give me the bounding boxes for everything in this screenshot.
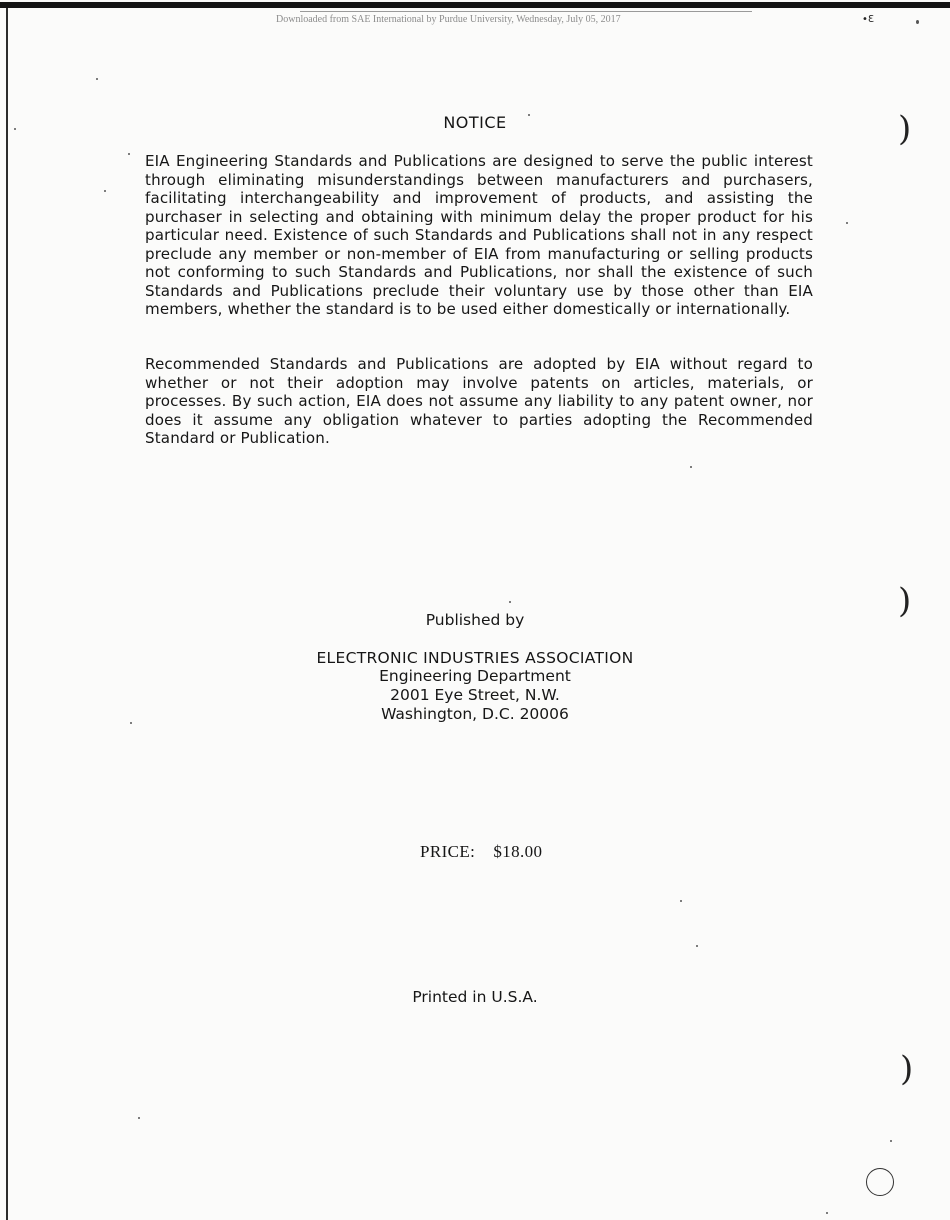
header-rule [300,11,752,12]
scan-speck [128,153,130,155]
scan-speck [916,20,919,24]
scan-speck [846,222,848,224]
scan-speck [690,466,692,468]
corner-mark: •Ɛ [862,14,875,25]
publisher-name: ELECTRONIC INDUSTRIES ASSOCIATION [316,649,634,667]
binder-hole-mark: ) [900,1049,914,1089]
top-border [0,2,950,8]
scan-speck [890,1140,892,1142]
binder-hole-ring [866,1168,894,1196]
scan-speck [14,128,16,130]
scan-speck [509,601,511,603]
printed-in-usa: Printed in U.S.A. [412,988,538,1006]
scan-speck [138,1117,140,1119]
binder-hole-mark: ) [898,109,912,149]
scan-speck [96,78,98,80]
publisher-department: Engineering Department [379,667,571,685]
scan-speck [826,1212,828,1214]
binder-hole-mark: ) [898,581,912,621]
notice-title: NOTICE [443,113,507,132]
scan-speck [528,114,530,116]
scan-speck [696,945,698,947]
notice-paragraph-2: Recommended Standards and Publications are adopted by EIA without regard to whether or not their adoption may involve patents on articles, materials, or processes. By such action, EIA does not assume any liability to any patent owner, nor does it assume any obligation whatever to parties adopting the Recommended Standard or Publication. [145,355,813,447]
publisher-street: 2001 Eye Street, N.W. [390,686,560,704]
scan-speck [130,722,132,724]
price-label: PRICE: [420,842,476,861]
price-line [420,842,542,862]
notice-paragraph-1: EIA Engineering Standards and Publications are designed to serve the public interest through eliminating misunderstandings between manufacturers and purchasers, facilitating interchangeability and improvement of products, and assisting the purchaser in selecting and obtaining with minimum delay the proper product for his particular need. Existence of such Standards and Publications shall not in any respect preclude any member or non-member of EIA from manufacturing or selling products not conforming to such Standards and Publications, nor shall the existence of such Standards and Publications preclude their voluntary use by those other than EIA members, whether the standard is to be used either domestically or internationally. [145,152,813,318]
scan-speck [680,900,682,902]
published-by-label: Published by [425,611,525,629]
price-amount: $18.00 [493,842,543,861]
scan-speck [104,190,106,192]
download-notice: Downloaded from SAE International by Purdue University, Wednesday, July 05, 2017 [276,14,621,25]
publisher-city: Washington, D.C. 20006 [381,705,569,723]
